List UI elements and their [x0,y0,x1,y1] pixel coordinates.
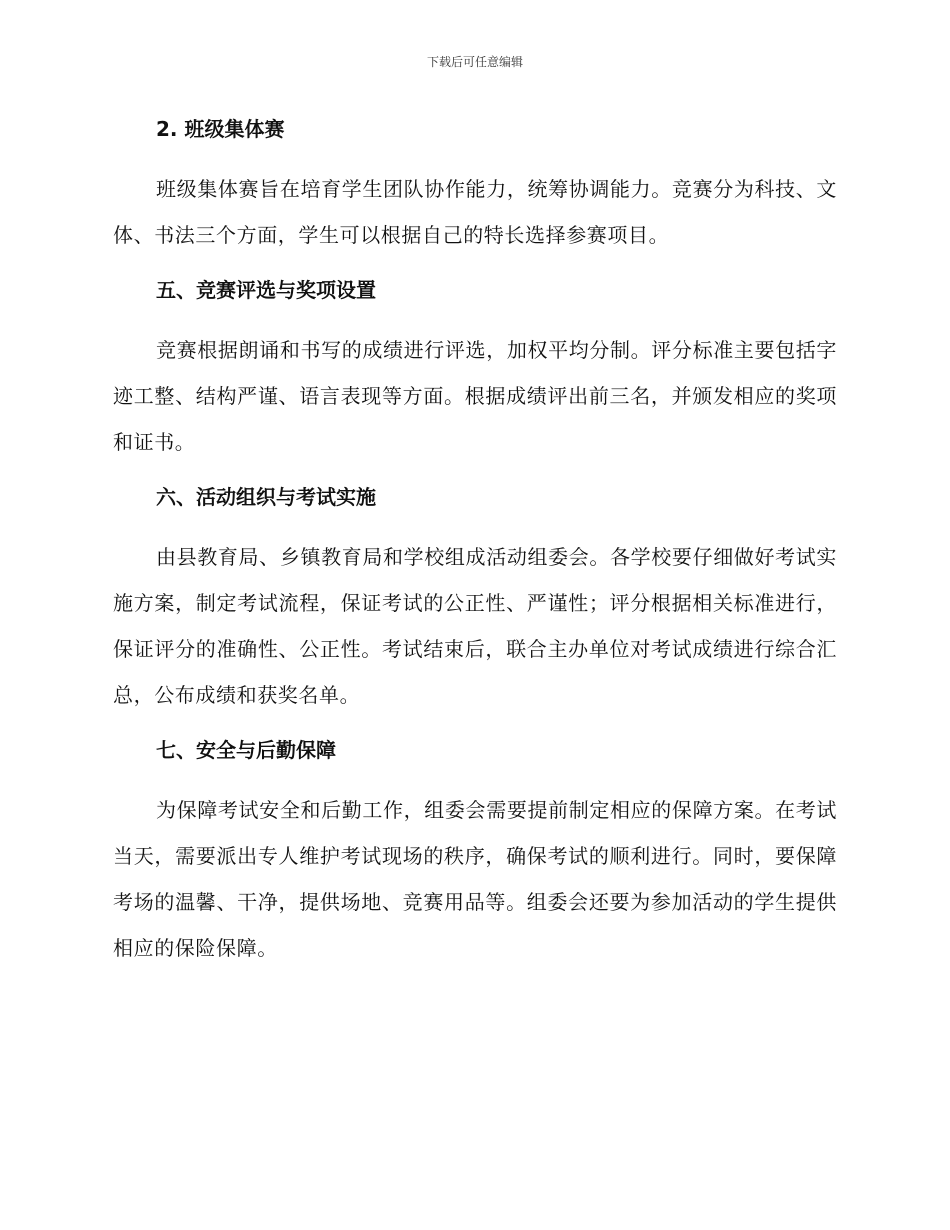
section-paragraph: 班级集体赛旨在培育学生团队协作能力，统筹协调能力。竞赛分为科技、文体、书法三个方面，学生可以根据自己的特长选择参赛项目。 [113,177,837,247]
section-heading: 七、安全与后勤保障 [156,738,336,762]
section-paragraph: 由县教育局、乡镇教育局和学校组成活动组委会。各学校要仔细做好考试实施方案，制定考试流程，保证考试的公正性、严谨性；评分根据相关标准进行，保证评分的准确性、公正性。考试结束后，联合主办单位对考试成绩进行综合汇总，公布成绩和获奖名单。 [113,545,837,707]
page-header: 下载后可任意编辑 [426,55,523,69]
section-heading: 六、活动组织与考试实施 [156,485,376,509]
section-safety-logistics [113,727,837,971]
section-class-team-competition [113,106,837,267]
section-paragraph: 竞赛根据朗诵和书写的成绩进行评选，加权平均分制。评分标准主要包括字迹工整、结构严谨、语言表现等方面。根据成绩评出前三名，并颁发相应的奖项和证书。 [113,338,837,454]
section-evaluation-awards [113,267,837,474]
document-body [113,106,837,971]
section-heading: 2. 班级集体赛 [156,117,285,141]
section-paragraph: 为保障考试安全和后勤工作，组委会需要提前制定相应的保障方案。在考试当天，需要派出专人维护考试现场的秩序，确保考试的顺利进行。同时，要保障考场的温馨、干净，提供场地、竞赛用品等。组委会还要为参加活动的学生提供相应的保险保障。 [113,798,837,960]
section-organization-exam [113,474,837,727]
section-heading: 五、竞赛评选与奖项设置 [156,278,376,302]
